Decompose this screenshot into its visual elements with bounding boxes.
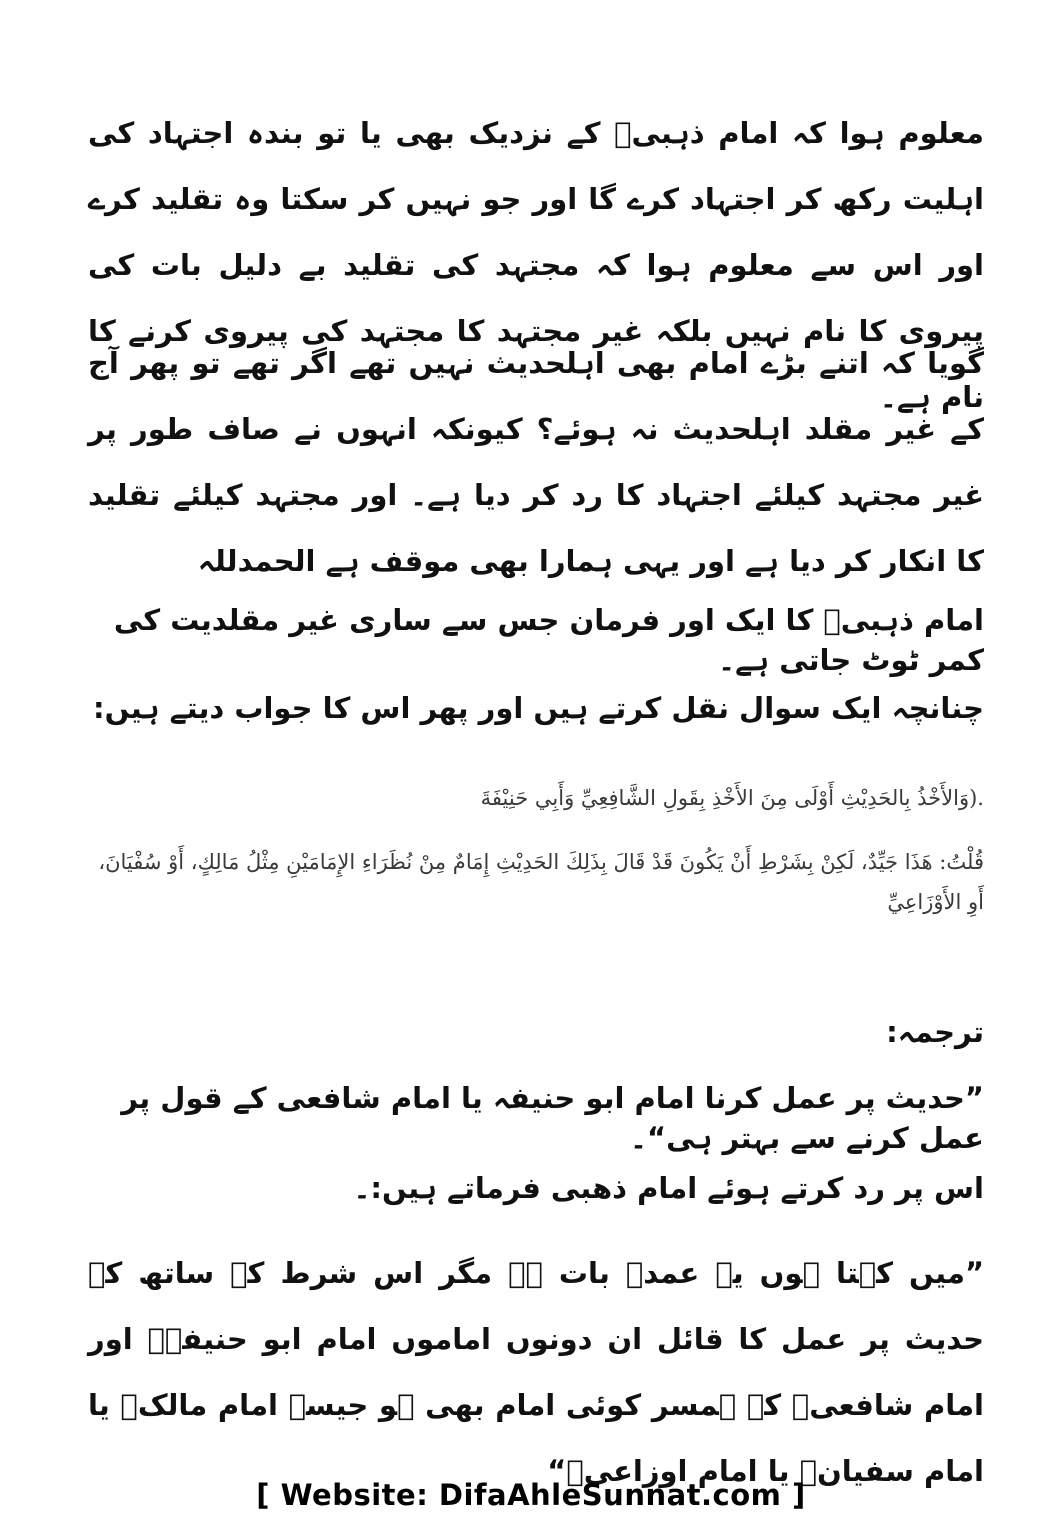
arabic-quote-2: قُلْتُ: هَذَا جَيِّدٌ، لَكِنْ بِشَرْطِ أَنْ يَكُونَ قَدْ قَالَ بِذَلِكَ الحَدِيْثِ إِمَامٌ مِنْ نُظَرَاءِ الإِمَامَيْنِ مِثْلُ مَالِكٍ، أَوْ سُفْيَانَ، أَوِ الأَوْزَاعِيِّ: [98, 850, 984, 914]
paragraph-7: ”میں کہتا ہوں یہ عمدہ بات ہے مگر اس شرط کے ساتھ کہ حدیث پر عمل کا قائل ان دونوں اماموں امام ابو حنیفہؒ اور امام شافعیؒ کے ہمسر کوئی امام بھی ہو جیسے امام مالکؒ یا امام سفیانؒ یا امام اوزاعیؒ“: [88, 1256, 984, 1488]
website-footer: [ Website: DifaAhleSunnat.com ]: [256, 1478, 806, 1512]
paragraph-2: گویا کہ اتنے بڑے امام بھی اہلحدیث نہیں تھے اگر تھے تو پھر آج کے غیر مقلد اہلحدیث نہ ہوئے؟ کیونکہ انہوں نے صاف طور پر غیر مجتہد کیلئے اجتہاد کا رد کر دیا ہے۔ اور مجتہد کیلئے تقلید کا انکار کر دیا ہے اور یہی ہمارا بھی موقف ہے الحمدللہ: [88, 346, 984, 578]
paragraph-3: امام ذہبیؒ کا ایک اور فرمان جس سے ساری غیر مقلدیت کی کمر ٹوٹ جاتی ہے۔: [113, 603, 984, 677]
paragraph-4: چنانچہ ایک سوال نقل کرتے ہیں اور پھر اس کا جواب دیتے ہیں:: [93, 691, 984, 725]
paragraph-1: معلوم ہوا کہ امام ذہبیؒ کے نزدیک بھی یا تو بندہ اجتہاد کی اہلیت رکھ کر اجتہاد کرے گا اور جو نہیں کر سکتا وہ تقلید کرے اور اس سے معلوم ہوا کہ مجتہد کی تقلید بے دلیل بات کی پیروی کا نام نہیں بلکہ غیر مجتہد کا مجتہد کی پیروی کرنے کا نام ہے۔: [88, 116, 984, 414]
paragraph-6: اس پر رد کرتے ہوئے امام ذھبی فرماتے ہیں:۔: [353, 1171, 984, 1205]
translation-heading: ترجمہ:: [886, 1015, 984, 1049]
arabic-quote-1: .(وَالأَخْذُ بِالحَدِيْثِ أَوْلَى مِنَ الأَخْذِ بِقَولِ الشَّافِعِيِّ وَأَبِي حَنِيْفَةَ: [480, 786, 984, 810]
paragraph-5: ”حدیث پر عمل کرنا امام ابو حنیفہ یا امام شافعی کے قول پر عمل کرنے سے بہتر ہی“۔: [121, 1081, 984, 1155]
